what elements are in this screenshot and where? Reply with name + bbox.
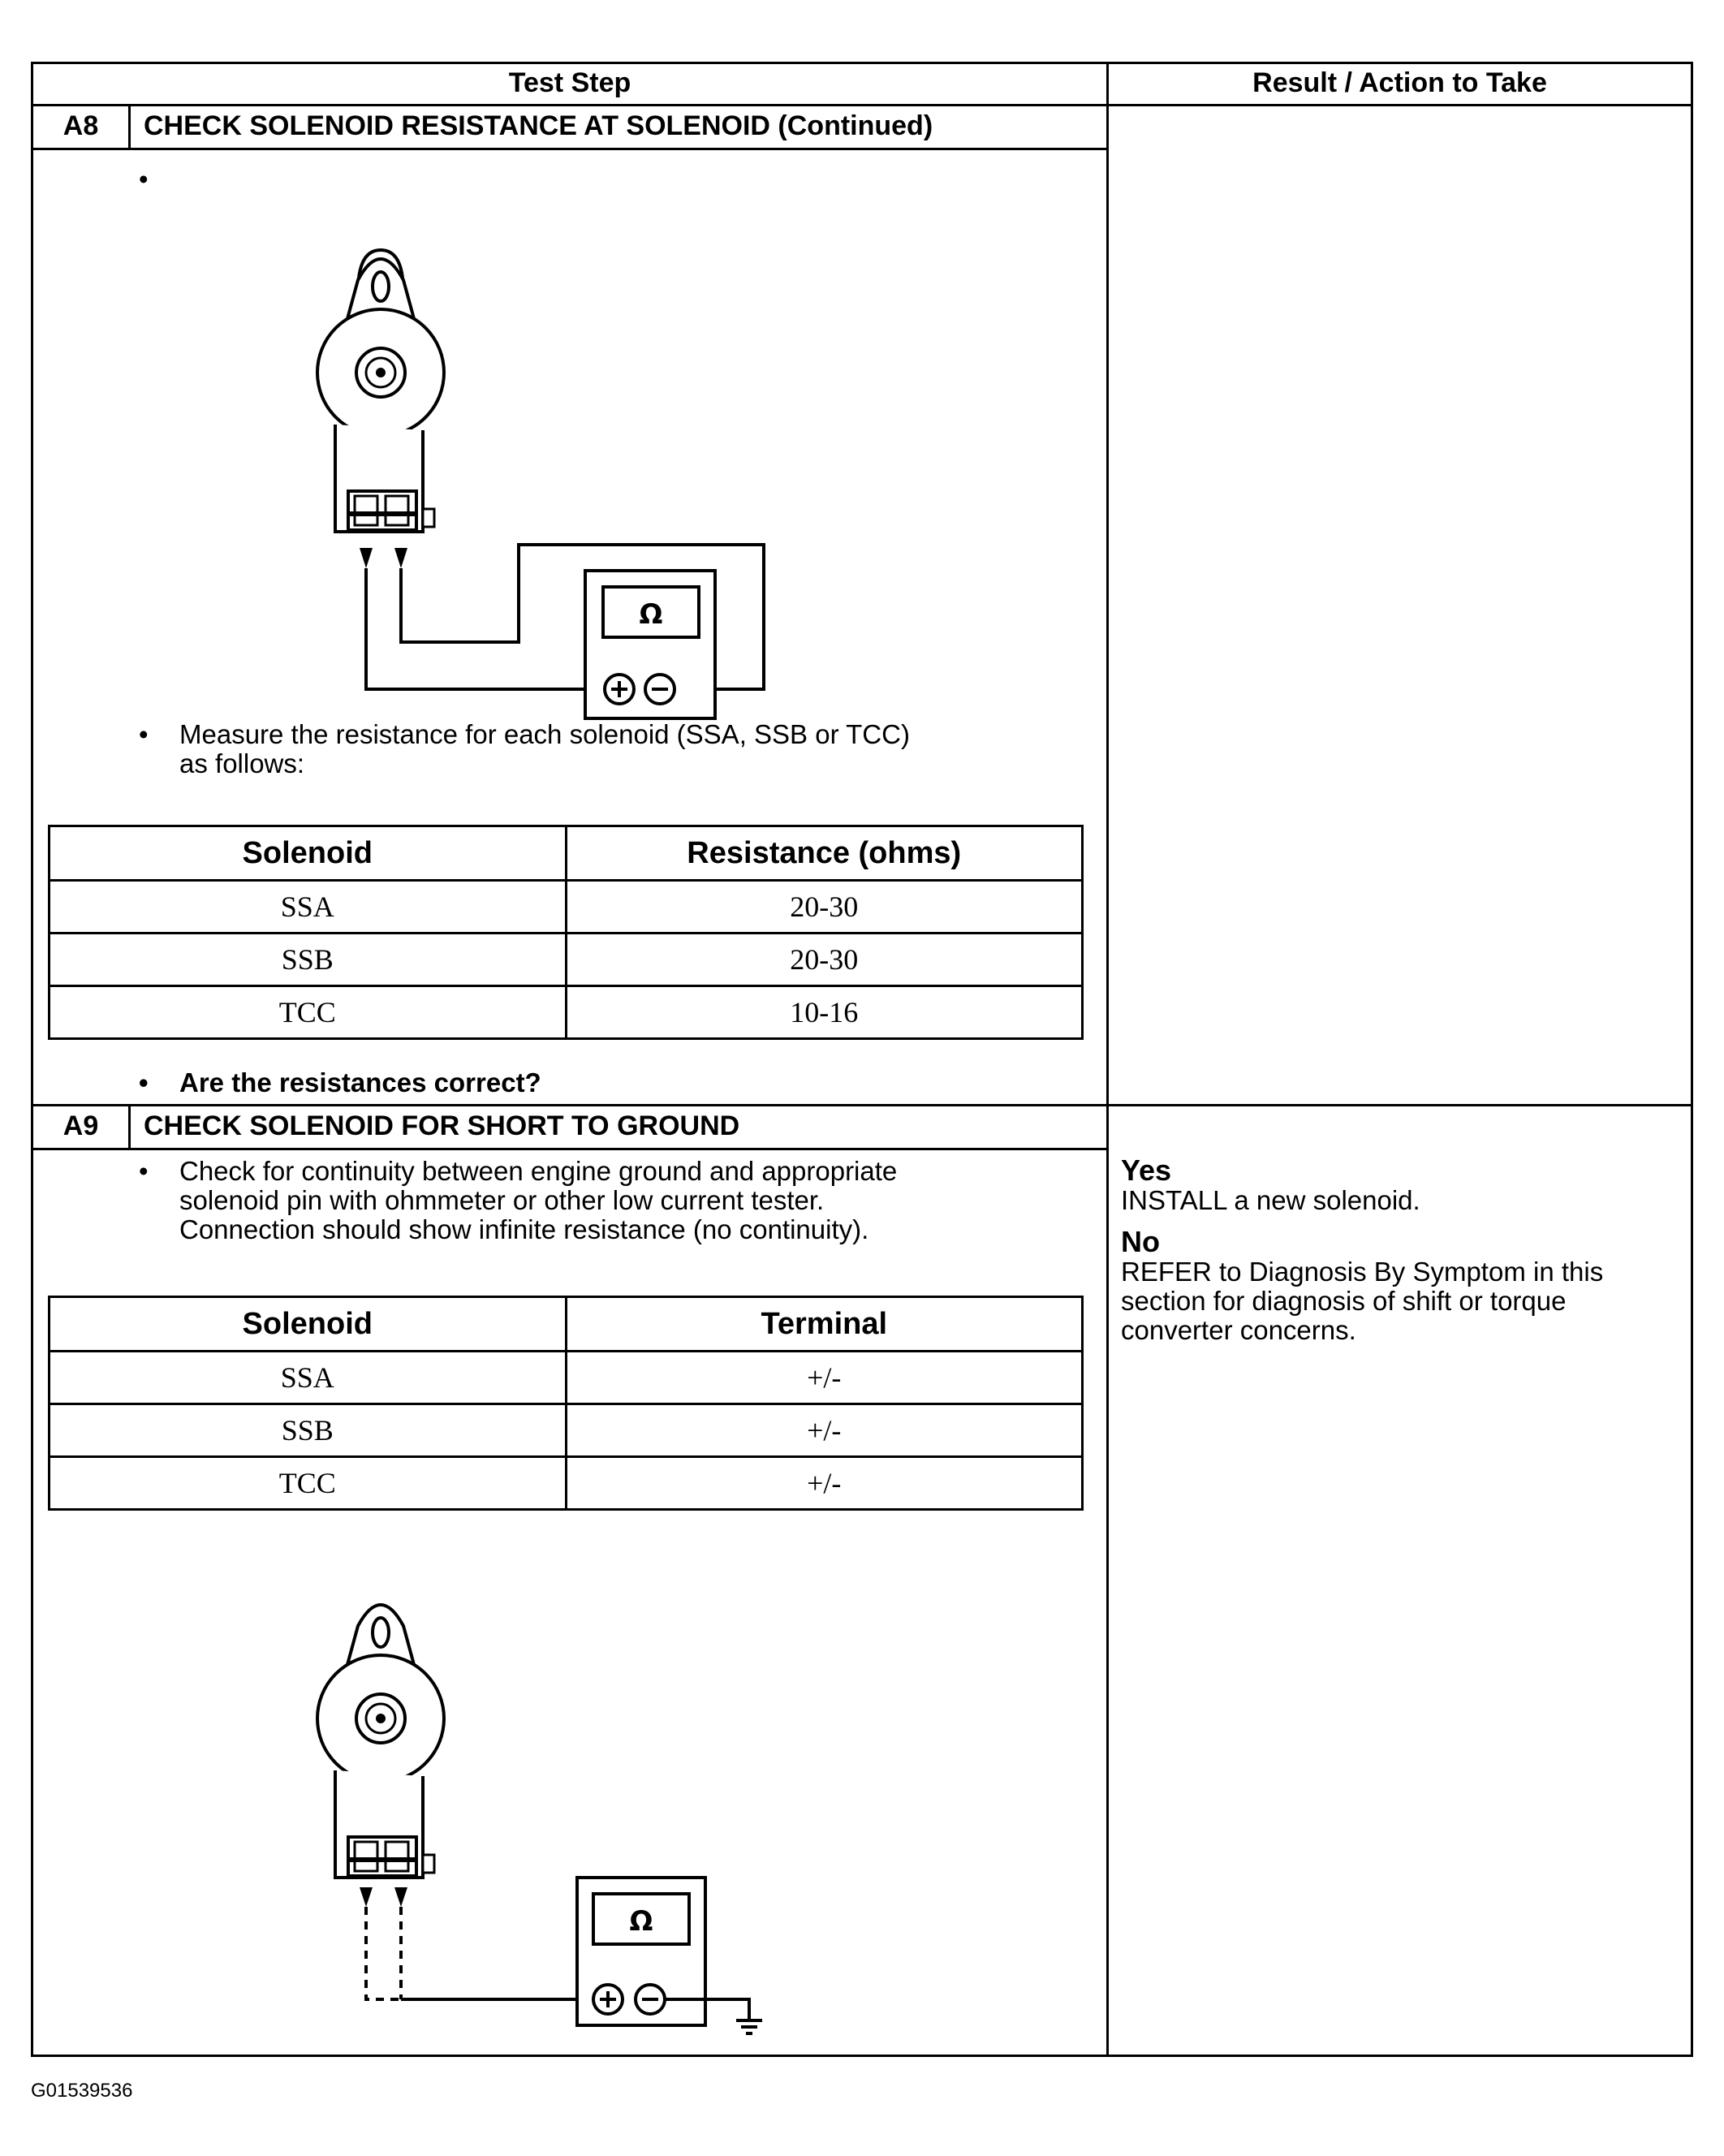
table-row <box>50 1457 1083 1510</box>
a9-terminal-table <box>48 1296 1084 1511</box>
a9-id-divider <box>128 1104 131 1149</box>
a9-solenoid-ground-diagram <box>301 1593 723 2016</box>
col-terminal: Terminal <box>566 1297 1083 1352</box>
cell-value: +/- <box>566 1404 1083 1457</box>
header-rule <box>33 104 1691 106</box>
step-id-a8: A8 <box>62 110 99 141</box>
a9-check-line2: solenoid pin with ohmmeter or other low current tester. <box>179 1185 825 1215</box>
table-row <box>50 1352 1083 1404</box>
header-result: Result / Action to Take <box>1252 67 1547 98</box>
cell-value: 20-30 <box>566 934 1083 986</box>
result-yes-text: INSTALL a new solenoid. <box>1121 1185 1420 1215</box>
a9-top-rule <box>33 1104 1691 1106</box>
a8-measure-line1: Measure the resistance for each solenoid (SSA, SSB or TCC) <box>179 719 910 749</box>
table-row <box>50 934 1083 986</box>
table-row <box>50 881 1083 934</box>
cell-value: 10-16 <box>566 986 1083 1039</box>
cell-value: +/- <box>566 1352 1083 1404</box>
a9-meter-symbol: Ω <box>629 1905 653 1938</box>
table-header-row <box>50 826 1083 881</box>
cell-solenoid: SSA <box>50 881 567 934</box>
a8-title-rule <box>33 148 1106 150</box>
result-no-label: No <box>1121 1225 1160 1258</box>
cell-solenoid: SSB <box>50 1404 567 1457</box>
a8-resistance-table <box>48 825 1084 1040</box>
cell-solenoid: TCC <box>50 986 567 1039</box>
cell-solenoid: TCC <box>50 1457 567 1510</box>
a9-check-line1: Check for continuity between engine ground and appropriate <box>179 1156 898 1186</box>
result-no-line1: REFER to Diagnosis By Symptom in this <box>1121 1257 1604 1287</box>
a9-title-rule <box>33 1148 1106 1150</box>
step-title-a9: CHECK SOLENOID FOR SHORT TO GROUND <box>144 1110 740 1141</box>
result-no-line3: converter concerns. <box>1121 1315 1356 1345</box>
column-divider <box>1106 64 1109 2055</box>
col-resistance: Resistance (ohms) <box>566 826 1083 881</box>
step-id-a9: A9 <box>62 1110 99 1141</box>
a8-id-divider <box>128 104 131 149</box>
header-test-step: Test Step <box>508 67 631 98</box>
cell-solenoid: SSB <box>50 934 567 986</box>
col-solenoid: Solenoid <box>50 826 567 881</box>
a8-solenoid-ohmmeter-diagram <box>301 248 723 670</box>
cell-value: +/- <box>566 1457 1083 1510</box>
a8-meter-symbol: Ω <box>639 598 663 631</box>
a8-measure-line2: as follows: <box>179 748 305 778</box>
table-row <box>50 986 1083 1039</box>
diagnostic-table: Test Step Result / Action to Take A8 CHECK SOLENOID RESISTANCE AT SOLENOID (Continued) • Ω • Measure the resistance for each solenoid (SSA, SSB or TCC) as follows: Solenoid Resistance (ohms) SSA 20-30 SSB 20-30 TCC 10-16 • Are the resistances correct? A9 CHECK SOLENOID FOR SHORT TO GROUND • Check for continuity between engine ground and appropriate solenoid pin with ohmmeter or other low current tester. Connection should show infinite resistance (no continuity). Solenoid Terminal SSA +/- SSB +/- TCC +/- Ω Yes INSTALL a new solenoid. No REFER to Diagnosis By Symptom in this section for diagnosis of shift or torque converter concerns. <box>31 62 1693 2057</box>
cell-value: 20-30 <box>566 881 1083 934</box>
result-no-line2: section for diagnosis of shift or torque <box>1121 1286 1567 1316</box>
step-title-a8: CHECK SOLENOID RESISTANCE AT SOLENOID (Continued) <box>144 110 933 141</box>
table-header-row <box>50 1297 1083 1352</box>
a9-check-line3: Connection should show infinite resistance (no continuity). <box>179 1214 869 1244</box>
table-row <box>50 1404 1083 1457</box>
figure-id: G01539536 <box>31 2080 133 2102</box>
result-yes-label: Yes <box>1121 1153 1172 1187</box>
cell-solenoid: SSA <box>50 1352 567 1404</box>
col-solenoid: Solenoid <box>50 1297 567 1352</box>
